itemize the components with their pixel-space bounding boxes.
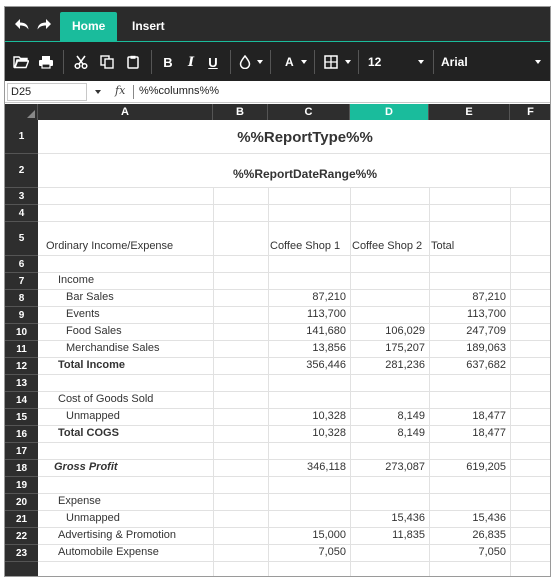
row-11-coffee-shop-1[interactable]: 13,856	[312, 342, 346, 354]
row-header-19[interactable]: 19	[5, 477, 38, 494]
row-15-label[interactable]: Unmapped	[66, 410, 120, 422]
row-header-1[interactable]: 1	[5, 120, 38, 154]
row-header-20[interactable]: 20	[5, 494, 38, 511]
row-22-coffee-shop-2[interactable]: 11,835	[392, 529, 425, 541]
print-icon[interactable]	[36, 51, 56, 73]
formula-input[interactable]: %%columns%%	[139, 85, 220, 97]
name-box-dropdown-icon[interactable]	[95, 90, 101, 94]
row-20-label[interactable]: Expense	[58, 495, 101, 507]
row-8-coffee-shop-1[interactable]: 87,210	[312, 291, 346, 303]
row-header-22[interactable]: 22	[5, 528, 38, 545]
row-7-label[interactable]: Income	[58, 274, 95, 286]
report-title[interactable]: %%ReportType%%	[237, 129, 373, 146]
row-18-coffee-shop-1[interactable]: 346,118	[307, 461, 346, 473]
row-8-total[interactable]: 87,210	[472, 291, 506, 303]
row-16-coffee-shop-1[interactable]: 10,328	[312, 427, 346, 439]
row-22-total[interactable]: 26,835	[472, 529, 506, 541]
row-21-total[interactable]: 15,436	[472, 512, 506, 524]
fill-color-icon[interactable]	[237, 51, 253, 73]
column-header-c[interactable]: C	[268, 104, 350, 120]
cut-icon[interactable]	[71, 51, 91, 73]
row-header-7[interactable]: 7	[5, 273, 38, 290]
row-header-16[interactable]: 16	[5, 426, 38, 443]
row-22-coffee-shop-1[interactable]: 15,000	[312, 529, 346, 541]
redo-icon[interactable]	[35, 15, 53, 33]
borders-icon[interactable]	[322, 51, 340, 73]
function-icon[interactable]: fx	[115, 84, 126, 97]
font-color-dropdown-icon[interactable]	[301, 60, 307, 64]
formatting-toolbar	[5, 41, 550, 81]
row-8-label[interactable]: Bar Sales	[66, 291, 114, 303]
row-16-coffee-shop-2[interactable]: 8,149	[397, 427, 425, 439]
row-header-15[interactable]: 15	[5, 409, 38, 426]
row-11-label[interactable]: Merchandise Sales	[66, 342, 160, 354]
row-header-3[interactable]: 3	[5, 188, 38, 205]
row-18-coffee-shop-2[interactable]: 273,087	[385, 461, 425, 473]
row-21-label[interactable]: Unmapped	[66, 512, 120, 524]
row-10-coffee-shop-2[interactable]: 106,029	[385, 325, 425, 337]
italic-icon[interactable]: I	[187, 54, 195, 70]
row-9-label[interactable]: Events	[66, 308, 100, 320]
spreadsheet-window	[4, 6, 551, 577]
row-9-coffee-shop-1[interactable]: 113,700	[307, 308, 346, 320]
row-header-4[interactable]: 4	[5, 205, 38, 222]
formula-bar	[5, 81, 550, 103]
row-9-total[interactable]: 113,700	[467, 308, 506, 320]
row-11-coffee-shop-2[interactable]: 175,207	[385, 342, 425, 354]
row-header-12[interactable]: 12	[5, 358, 38, 375]
select-all-corner[interactable]	[5, 104, 38, 120]
row-10-label[interactable]: Food Sales	[66, 325, 122, 337]
row-15-coffee-shop-2[interactable]: 8,149	[397, 410, 425, 422]
row-14-label[interactable]: Cost of Goods Sold	[58, 393, 154, 405]
header-coffee-shop-2[interactable]: Coffee Shop 2	[352, 240, 423, 252]
row-header-18[interactable]: 18	[5, 460, 38, 477]
row-header-8[interactable]: 8	[5, 290, 38, 307]
row-12-label[interactable]: Total Income	[58, 359, 126, 371]
cell-name-box[interactable]: D25	[7, 83, 87, 101]
row-23-total[interactable]: 7,050	[478, 546, 506, 558]
row-11-total[interactable]: 189,063	[466, 342, 506, 354]
row-header-23[interactable]: 23	[5, 545, 38, 562]
header-coffee-shop-1[interactable]: Coffee Shop 1	[270, 240, 341, 252]
column-header-a[interactable]: A	[38, 104, 213, 120]
row-header-5[interactable]: 5	[5, 222, 38, 256]
row-16-total[interactable]: 18,477	[472, 427, 506, 439]
row-23-label[interactable]: Automobile Expense	[58, 546, 159, 558]
row-header-2[interactable]: 2	[5, 154, 38, 188]
row-18-label[interactable]: Gross Profit	[54, 461, 118, 473]
report-date-range[interactable]: %%ReportDateRange%%	[232, 167, 378, 181]
column-header-f[interactable]: F	[510, 104, 551, 120]
font-size-dropdown-icon[interactable]	[418, 60, 424, 64]
font-name-dropdown-icon[interactable]	[535, 60, 541, 64]
row-15-total[interactable]: 18,477	[472, 410, 506, 422]
header-total[interactable]: Total	[431, 240, 455, 252]
column-header-d[interactable]: D	[350, 104, 429, 120]
row-15-coffee-shop-1[interactable]: 10,328	[312, 410, 346, 422]
font-color-button[interactable]: A	[285, 55, 294, 69]
row-23-coffee-shop-1[interactable]: 7,050	[318, 546, 346, 558]
column-header-b[interactable]: B	[213, 104, 268, 120]
row-header-9[interactable]: 9	[5, 307, 38, 324]
row-10-coffee-shop-1[interactable]: 141,680	[306, 325, 346, 337]
row-12-total[interactable]: 637,682	[466, 359, 506, 371]
row-header-14[interactable]: 14	[5, 392, 38, 409]
row-10-total[interactable]: 247,709	[466, 325, 506, 337]
row-18-total[interactable]: 619,205	[466, 461, 506, 473]
row-12-coffee-shop-2[interactable]: 281,236	[385, 359, 425, 371]
row-header-6[interactable]: 6	[5, 256, 38, 273]
font-name-select[interactable]: Arial	[441, 55, 468, 69]
row-21-coffee-shop-2[interactable]: 15,436	[391, 512, 425, 524]
header-label-cell[interactable]: Ordinary Income/Expense	[46, 240, 174, 252]
column-header-e[interactable]: E	[429, 104, 510, 120]
tab-home[interactable]: Home	[60, 12, 117, 41]
borders-dropdown-icon[interactable]	[345, 60, 351, 64]
font-size-select[interactable]: 12	[368, 55, 382, 69]
undo-icon[interactable]	[13, 15, 31, 33]
row-12-coffee-shop-1[interactable]: 356,446	[306, 359, 346, 371]
row-header-21[interactable]: 21	[5, 511, 38, 528]
row-22-label[interactable]: Advertising & Promotion	[58, 529, 176, 541]
open-folder-icon[interactable]	[11, 51, 31, 73]
row-header-17[interactable]: 17	[5, 443, 38, 460]
tab-insert[interactable]: Insert	[132, 19, 165, 33]
row-16-label[interactable]: Total COGS	[58, 427, 119, 439]
row-header-13[interactable]: 13	[5, 375, 38, 392]
copy-icon[interactable]	[97, 51, 117, 73]
fill-color-dropdown-icon[interactable]	[257, 60, 263, 64]
underline-icon[interactable]: U	[208, 54, 218, 70]
bold-icon[interactable]: B	[163, 54, 173, 70]
row-header-11[interactable]: 11	[5, 341, 38, 358]
row-header-10[interactable]: 10	[5, 324, 38, 341]
paste-icon[interactable]	[123, 51, 143, 73]
ribbon-tab-bar	[5, 7, 550, 41]
